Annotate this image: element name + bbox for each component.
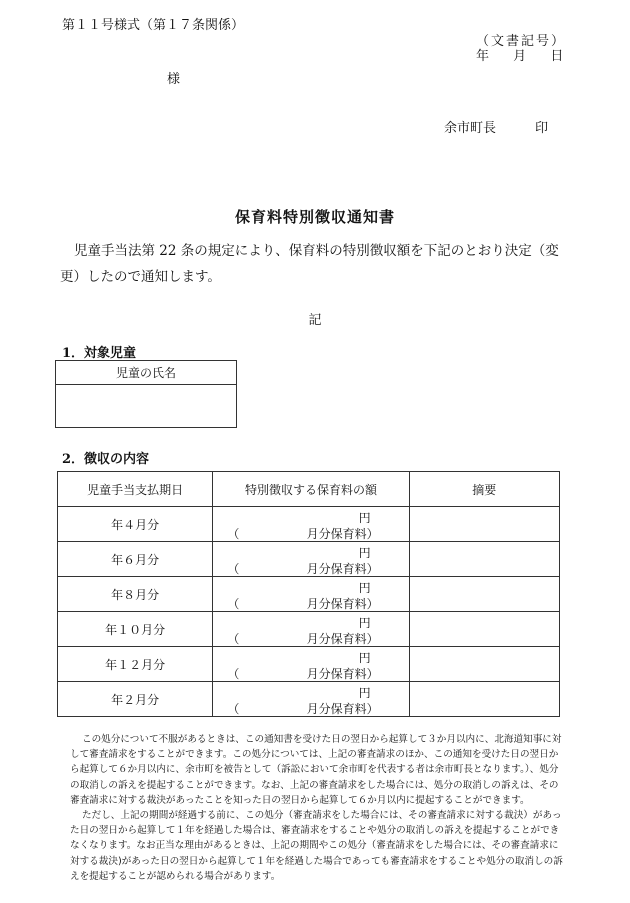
- amount-cell[interactable]: [213, 507, 409, 542]
- month-fee-label: 月分保育料）: [306, 702, 379, 716]
- period-cell: 年４月分: [58, 507, 213, 542]
- month-fee-label: 月分保育料）: [306, 527, 379, 541]
- note-paragraph: ただし、上記の期間が経過する前に、この処分（審査請求をした場合には、その審査請求に対する裁決）があった日の翌日から起算して１年を経過した場合は、審査請求をすることや処分の取消しの訴えを提起することができなくなります。なお正当な理由があるときは、上記の期間やこの処分（審査請求をした場合には、その審査請求に対する裁決)があった日の翌日から起算して１年を経過した場合であっても審査請求をすることや処分の取消しの訴えを提起することが認められる場合があります。: [70, 810, 563, 882]
- col-payment-date: 児童手当支払期日: [58, 472, 213, 507]
- date-day: 日: [550, 49, 564, 64]
- amount-cell[interactable]: [213, 542, 409, 577]
- child-name-cell[interactable]: [56, 385, 237, 428]
- ki-heading: 記: [308, 313, 322, 328]
- form-number: 第１１号様式（第１７条関係）: [62, 18, 245, 33]
- paren-open: （: [227, 667, 240, 681]
- amount-cell[interactable]: [213, 647, 409, 682]
- yen-unit: 円: [358, 651, 371, 665]
- table-row: [58, 507, 560, 542]
- remarks-cell[interactable]: [409, 682, 559, 717]
- document-title: 保育料特別徴収通知書: [234, 208, 395, 226]
- paren-open: （: [227, 632, 240, 646]
- body-text: 児童手当法第 22 条の規定により、保育料の特別徴収額を下記のとおり決定（変更）したので通知します。: [60, 243, 559, 285]
- amount-cell[interactable]: [213, 682, 409, 717]
- seal-mark: 印: [535, 121, 549, 136]
- period-cell: 年６月分: [58, 542, 213, 577]
- table-row: [58, 682, 560, 717]
- remarks-cell[interactable]: [409, 542, 559, 577]
- section2-heading: 2．徴収の内容: [62, 452, 150, 467]
- month-fee-label: 月分保育料）: [306, 597, 379, 611]
- remarks-cell[interactable]: [409, 612, 559, 647]
- yen-unit: 円: [358, 546, 371, 560]
- yen-unit: 円: [358, 616, 371, 630]
- issuer-name: 余市町長: [444, 121, 497, 136]
- period-cell: 年１２月分: [58, 647, 213, 682]
- recipient-suffix: 様: [167, 72, 181, 87]
- amount-cell[interactable]: [213, 577, 409, 612]
- col-remarks: 摘要: [409, 472, 559, 507]
- paren-open: （: [227, 702, 240, 716]
- note-paragraph: この処分について不服があるときは、この通知書を受けた日の翌日から起算して３か月以内に、北海道知事に対して審査請求をすることができます。この処分については、上記の審査請求のほか、この通知を受けた日の翌日から起算して６か月以内に、余市町を被告として（訴訟において余市町を代表する者は余市町長となります。）、処分の取消しの訴えを提起することができます。なお、上記の審査請求をした場合には、処分の取消しの訴えは、その審査請求に対する裁決があったことを知った日の翌日から起算して６か月以内に提起することができます。: [70, 734, 562, 806]
- paren-open: （: [227, 527, 240, 541]
- period-cell: 年２月分: [58, 682, 213, 717]
- amount-cell[interactable]: [213, 612, 409, 647]
- period-cell: 年８月分: [58, 577, 213, 612]
- appeal-notes: [70, 732, 566, 884]
- child-table: [55, 360, 237, 428]
- child-name-header: 児童の氏名: [56, 361, 237, 385]
- period-cell: 年１０月分: [58, 612, 213, 647]
- remarks-cell[interactable]: [409, 577, 559, 612]
- paren-open: （: [227, 597, 240, 611]
- remarks-cell[interactable]: [409, 647, 559, 682]
- month-fee-label: 月分保育料）: [306, 632, 379, 646]
- table-row: [58, 542, 560, 577]
- document-code: （文書記号）: [476, 34, 567, 49]
- date-month: 月: [513, 49, 527, 64]
- section1-heading: 1．対象児童: [62, 346, 137, 361]
- table-row: [58, 647, 560, 682]
- table-row: [58, 612, 560, 647]
- month-fee-label: 月分保育料）: [306, 562, 379, 576]
- yen-unit: 円: [358, 581, 371, 595]
- table-row: [58, 577, 560, 612]
- month-fee-label: 月分保育料）: [306, 667, 379, 681]
- date-line: [476, 45, 568, 64]
- date-year: 年: [476, 49, 490, 64]
- yen-unit: 円: [358, 511, 371, 525]
- remarks-cell[interactable]: [409, 507, 559, 542]
- yen-unit: 円: [358, 686, 371, 700]
- paren-open: （: [227, 562, 240, 576]
- col-amount: 特別徴収する保育料の額: [213, 472, 409, 507]
- collection-table: [57, 471, 560, 717]
